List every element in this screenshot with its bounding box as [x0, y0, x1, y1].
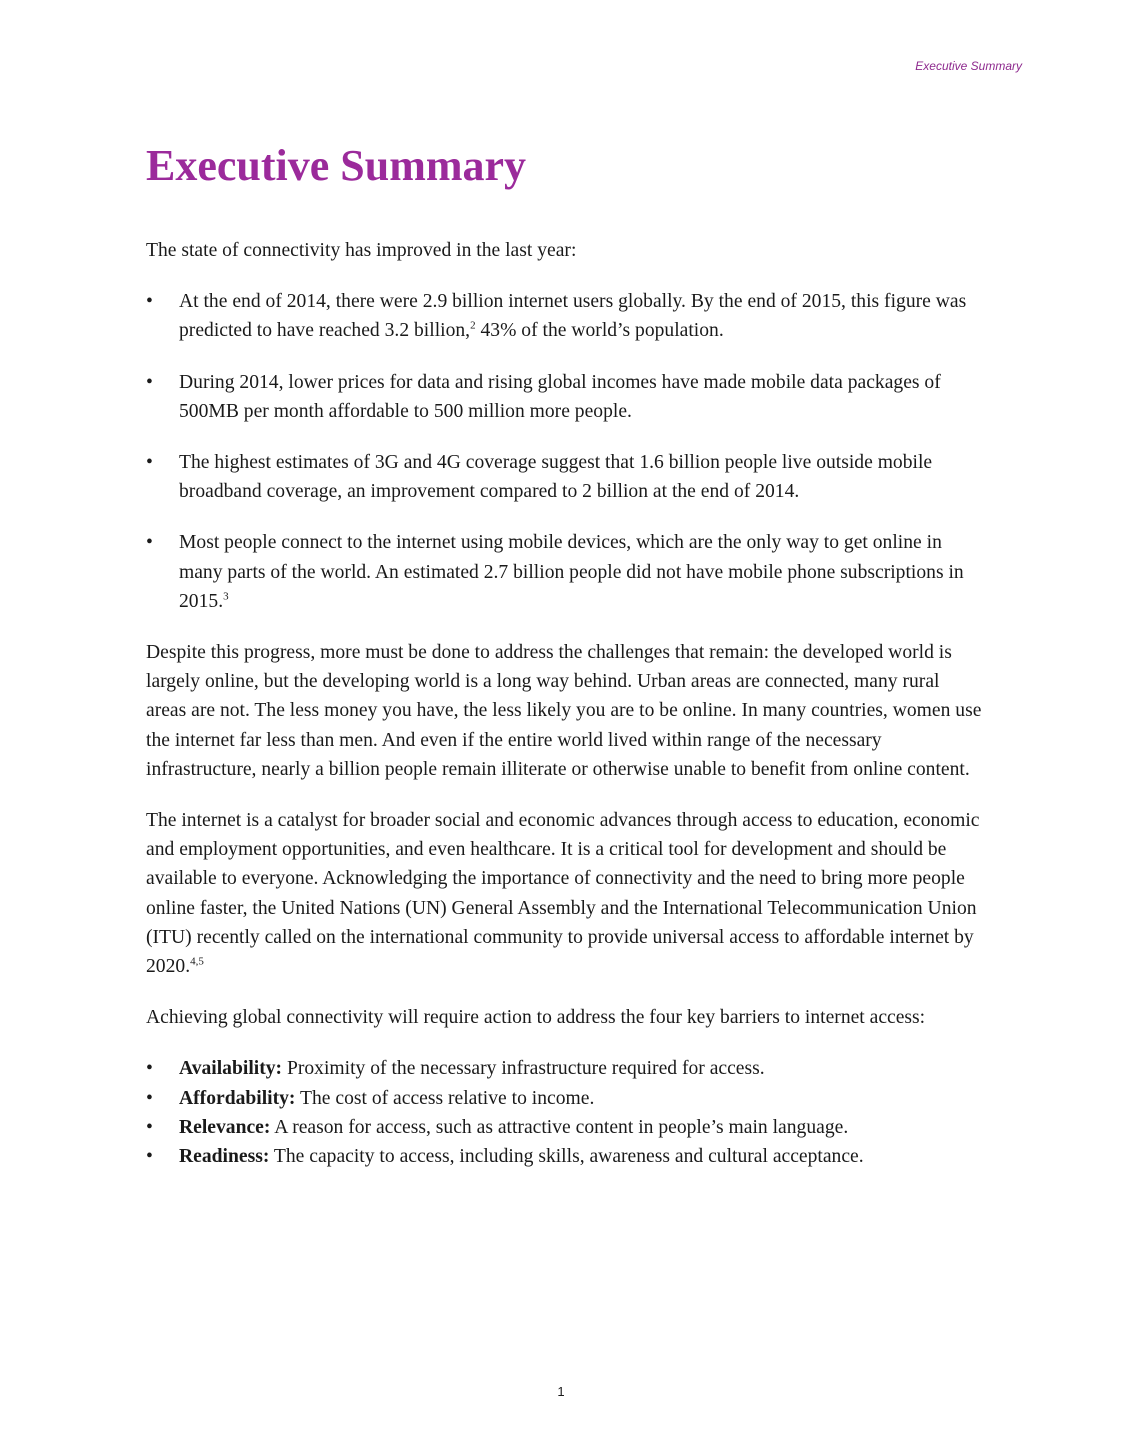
improvements-list [146, 287, 984, 616]
list-item-text: The highest estimates of 3G and 4G coverage suggest that 1.6 billion people live outside mobile broadband coverage, an improvement compared to 2 billion at the end of 2014. [179, 452, 933, 503]
document-body [146, 236, 984, 1171]
page-title: Executive Summary [146, 141, 527, 190]
barrier-term: Relevance: [179, 1116, 271, 1138]
running-header: Executive Summary [915, 59, 1022, 73]
footnote-ref: 2 [470, 319, 476, 332]
list-item [146, 528, 984, 616]
list-item-text: Most people connect to the internet using mobile devices, which are the only way to get online in many parts of the world. An estimated 2.7 billion people did not have mobile phone subscriptions in 2015. [179, 532, 964, 612]
list-item [146, 448, 984, 506]
list-item [146, 1084, 984, 1113]
list-item-text-continued: 43% of the world’s population. [475, 320, 724, 342]
list-item [146, 1142, 984, 1171]
barrier-description: The cost of access relative to income. [295, 1087, 595, 1109]
list-item [146, 287, 984, 345]
barriers-intro-paragraph: Achieving global connectivity will require action to address the four key barriers to internet access: [146, 1007, 926, 1029]
list-item-text: During 2014, lower prices for data and rising global incomes have made mobile data packages of 500MB per month affordable to 500 million more people. [179, 371, 941, 422]
barrier-term: Readiness: [179, 1146, 270, 1168]
intro-paragraph: The state of connectivity has improved in the last year: [146, 240, 577, 261]
barriers-list [146, 1054, 984, 1171]
footnote-ref: 4,5 [190, 955, 204, 968]
list-item-text: At the end of 2014, there were 2.9 billion internet users globally. By the end of 2015, this figure was predicted to have reached 3.2 billion, [179, 291, 967, 342]
barrier-description: The capacity to access, including skills, awareness and cultural acceptance. [269, 1146, 864, 1168]
footnote-ref: 3 [223, 590, 229, 603]
catalyst-paragraph [146, 806, 984, 981]
barrier-term: Affordability: [179, 1087, 296, 1109]
catalyst-paragraph-text: The internet is a catalyst for broader social and economic advances through access to education, economic and employment opportunities, and even healthcare. It is a critical tool for development and should be available to everyone. Acknowledging the importance of connectivity and the need to bring more people online faster, the United Nations (UN) General Assembly and the International Telecommunication Union (ITU) recently called on the international community to provide universal access to affordable internet by 2020. [146, 810, 980, 978]
list-item [146, 1113, 984, 1142]
progress-paragraph: Despite this progress, more must be done to address the challenges that remain: the developed world is largely online, but the developing world is a long way behind. Urban areas are connected, many rural areas are not. The less money you have, the less likely you are to be online. In many countries, women use the internet far less than men. And even if the entire world lived within range of the necessary infrastructure, nearly a billion people remain illiterate or otherwise unable to benefit from online content. [146, 642, 982, 780]
page-number: 1 [557, 1384, 565, 1399]
barrier-description: A reason for access, such as attractive content in people’s main language. [270, 1116, 849, 1138]
barrier-description: Proximity of the necessary infrastructure required for access. [282, 1058, 765, 1080]
list-item [146, 1054, 984, 1083]
barrier-term: Availability: [179, 1058, 283, 1080]
list-item [146, 368, 984, 426]
